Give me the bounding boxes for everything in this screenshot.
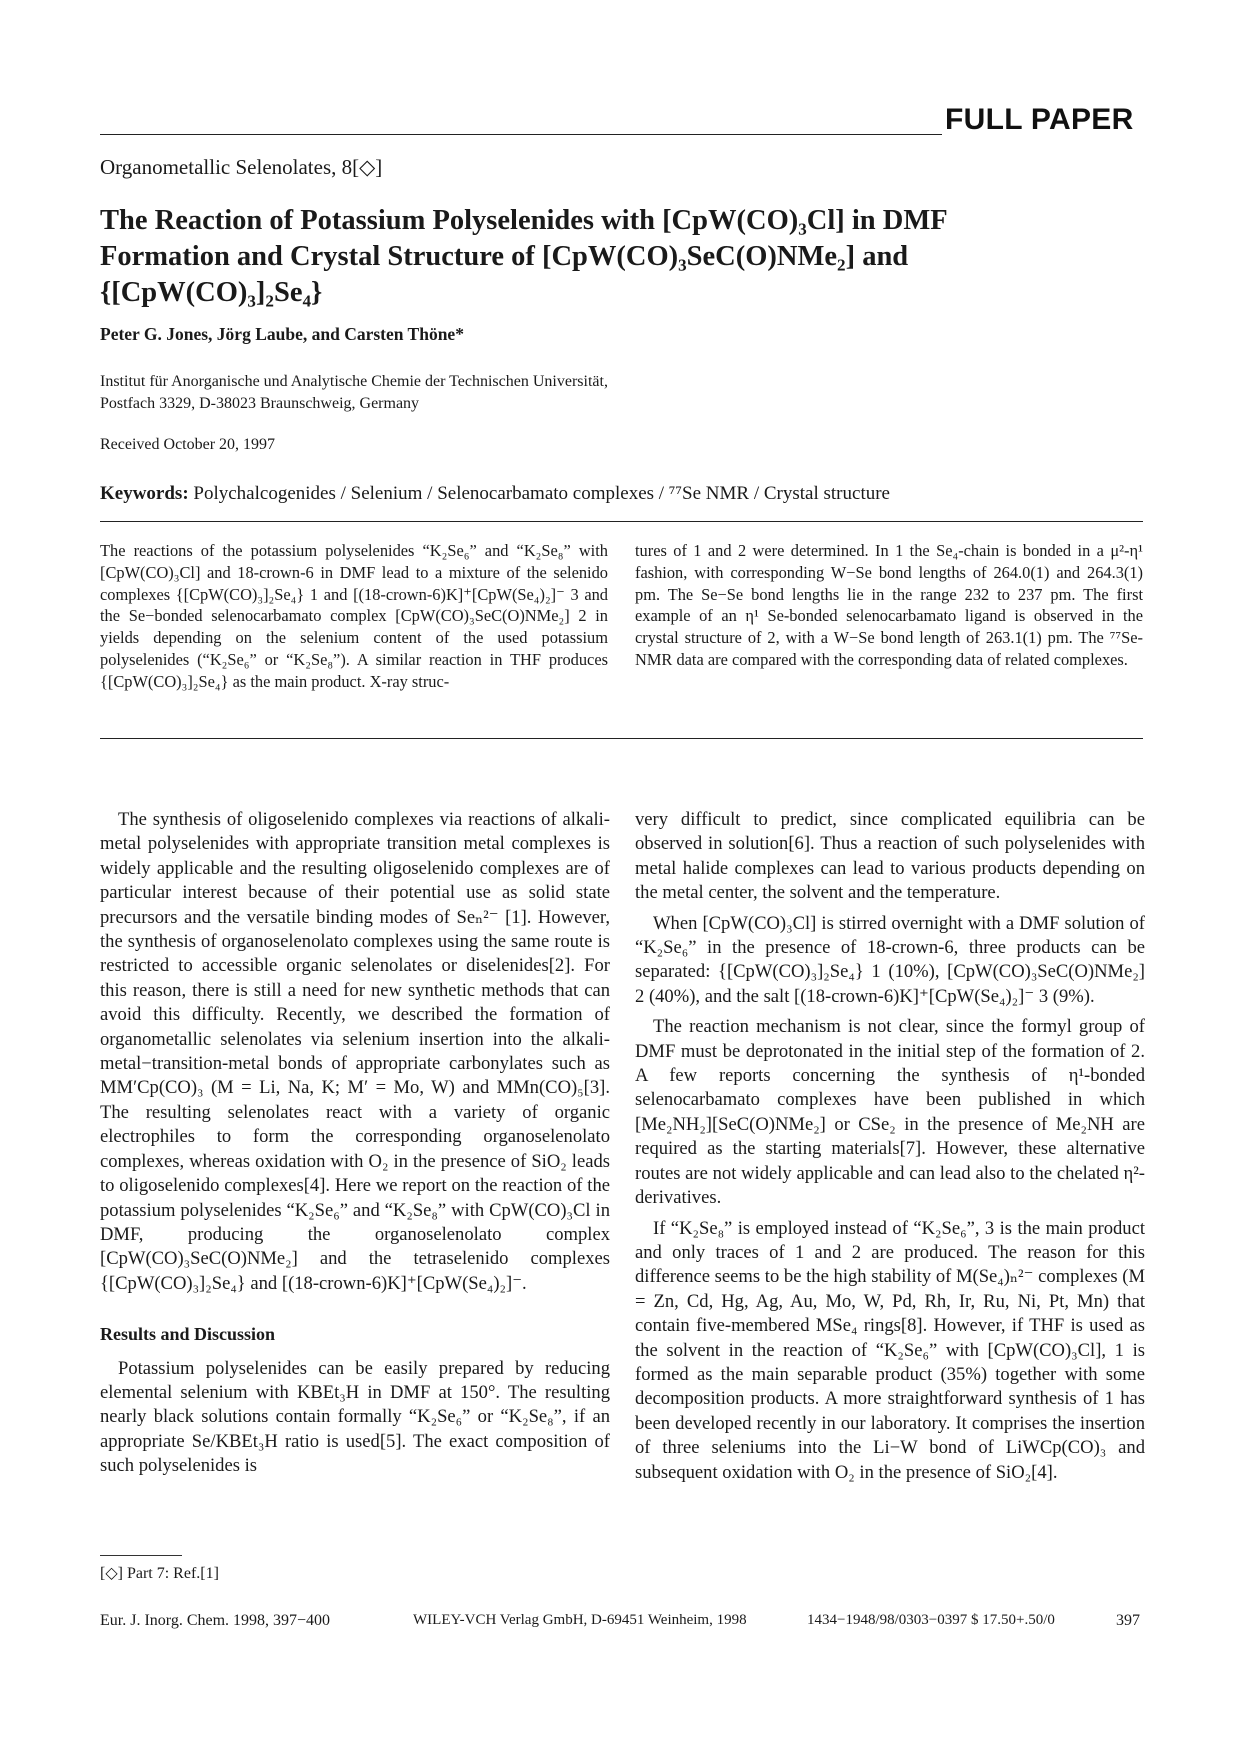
footnote-rule: [100, 1555, 182, 1556]
abstract-left-column: The reactions of the potassium polyselenides “K₂Se₆” and “K₂Se₈” with [CpW(CO)₃Cl] and 18-crown-6 in DMF lead to a mixture of the selenido complexes {[CpW(CO)₃]₂Se₄} 1 and [(18-crown-6)K]⁺[CpW(Se₄)₂]⁻ 3 and the Se−bonded selenocarbamato complex [CpW(CO)₃SeC(O)NMe₂] 2 in yields depending on the selenium content of the used potassium polyselenides (“K₂Se₆” or “K₂Se₈”). A similar reaction in THF produces {[CpW(CO)₃]₂Se₄} as the main product. X-ray struc-: [100, 541, 608, 691]
footer-code: 1434−1948/98/0303−0397 $ 17.50+.50/0: [807, 1612, 1055, 1628]
footnote: [◇] Part 7: Ref.[1]: [100, 1565, 219, 1582]
footer-journal: Eur. J. Inorg. Chem. 1998, 397−400: [100, 1612, 331, 1629]
abstract-top-rule: [100, 521, 1143, 522]
abstract-right-column: tures of 1 and 2 were determined. In 1 the Se₄-chain is bonded in a μ²-η¹ fashion, with corresponding W−Se bond lengths of 264.0(1) and 264.3(1) pm. The Se−Se bond lengths lie in the range 232 to 237 pm. The first example of an η¹ Se-bonded selenocarbamato ligand is observed in the crystal structure of 2, with a W−Se bond length of 263.1(1) pm. The ⁷⁷Se-NMR data are compared with the corresponding data of related complexes.: [635, 541, 1143, 669]
title-line: The Reaction of Potassium Polyselenides with [CpW(CO)₃Cl] in DMF: [100, 205, 948, 236]
header-rule: [100, 134, 942, 135]
keywords-label: Keywords:: [100, 483, 189, 504]
affiliation-line: Institut für Anorganische und Analytische Chemie der Technischen Universität,: [100, 373, 608, 390]
keywords: [100, 483, 890, 505]
paper-type-label: FULL PAPER: [945, 103, 1134, 136]
body-paragraph: The synthesis of oligoselenido complexes via reactions of alkali-metal polyselenides with appropriate transition metal complexes is widely applicable and the resulting oligoselenido complexes are of particular interest because of their potential use as solid state precursors and the versatile binding modes of Seₙ²⁻ [1]. However, the synthesis of organoselenolato complexes using the same route is restricted to accessible organic selenolates or diselenides[2]. For this reason, there is still a need for new synthetic methods that can avoid this difficulty. Recently, we described the formation of organometallic selenolates via selenium insertion into the alkali-metal−transition-metal bonds of appropriate carbonylates such as MM′Cp(CO)₃ (M = Li, Na, K; M′ = Mo, W) and MMn(CO)₅[3]. The resulting selenolates react with a variety of organic electrophiles to form the corresponding organoselenolato complexes, whereas oxidation with O₂ in the presence of SiO₂ leads to oligoselenido complexes[4]. Here we report on the reaction of the potassium polyselenides “K₂Se₆” and “K₂Se₈” with CpW(CO)₃Cl in DMF, producing the organoselenolato complex [CpW(CO)₃SeC(O)NMe₂] and the tetraselenido complexes {[CpW(CO)₃]₂Se₄} and [(18-crown-6)K]⁺[CpW(Se₄)₂]⁻.: [100, 809, 610, 1294]
page-number: 397: [1116, 1612, 1140, 1629]
title-line: Formation and Crystal Structure of [CpW(CO)₃SeC(O)NMe₂] and: [100, 241, 909, 272]
title-line: {[CpW(CO)₃]₂Se₄}: [100, 277, 323, 308]
body-paragraph: very difficult to predict, since complicated equilibria can be observed in solution[6]. Thus a reaction of such polyselenides with metal halide complexes can lead to various products depending on the metal center, the solvent and the temperature.: [635, 809, 1145, 904]
body-right-column: [635, 808, 1145, 1491]
received-date: Received October 20, 1997: [100, 436, 276, 453]
paper-title: [100, 203, 1140, 311]
series-line: Organometallic Selenolates, 8[◇]: [100, 155, 383, 179]
abstract-bottom-rule: [100, 738, 1143, 739]
body-paragraph: When [CpW(CO)₃Cl] is stirred overnight with a DMF solution of “K₂Se₆” in the presence of 18-crown-6, three products can be separated: {[CpW(CO)₃]₂Se₄} 1 (10%), [CpW(CO)₃SeC(O)NMe₂] 2 (40%), and the salt [(18-crown-6)K]⁺[CpW(Se₄)₂]⁻ 3 (9%).: [635, 912, 1145, 1007]
body-left-column: [100, 808, 610, 1485]
body-paragraph: Potassium polyselenides can be easily prepared by reducing elemental selenium with KBEt₃H in DMF at 150°. The resulting nearly black solutions contain formally “K₂Se₆” or “K₂Se₈”, if an appropriate Se/KBEt₃H ratio is used[5]. The exact composition of such polyselenides is: [100, 1357, 610, 1477]
keywords-text: Polychalcogenides / Selenium / Selenocarbamato complexes / ⁷⁷Se NMR / Crystal structure: [193, 483, 890, 504]
affiliation-line: Postfach 3329, D-38023 Braunschweig, Germany: [100, 395, 420, 412]
affiliation: [100, 371, 608, 415]
footer-publisher: WILEY-VCH Verlag GmbH, D-69451 Weinheim, 1998: [413, 1612, 747, 1628]
authors: Peter G. Jones, Jörg Laube, and Carsten Thöne*: [100, 324, 464, 344]
section-heading: Results and Discussion: [100, 1324, 276, 1345]
body-paragraph: The reaction mechanism is not clear, since the formyl group of DMF must be deprotonated in the initial step of the formation of 2. A few reports concerning the synthesis of η¹-bonded selenocarbamato complexes have been published in which [Me₂NH₂][SeC(O)NMe₂] or CSe₂ in the presence of Me₂NH are required as the starting materials[7]. However, these alternative routes are not widely applicable and can lead also to the chelated η²-derivatives.: [635, 1016, 1145, 1209]
body-paragraph: If “K₂Se₈” is employed instead of “K₂Se₆”, 3 is the main product and only traces of 1 and 2 are produced. The reason for this difference seems to be the high stability of M(Se₄)ₙ²⁻ complexes (M = Zn, Cd, Hg, Ag, Au, Mo, W, Pd, Rh, Ir, Ru, Ni, Pt, Mn) that contain five-membered MSe₄ rings[8]. However, if THF is used as the solvent in the reaction of “K₂Se₆” with [CpW(CO)₃Cl], 1 is formed as the main separable product (35%) together with some decomposition products. A more straightforward synthesis of 1 has been developed recently in our laboratory. It comprises the insertion of three seleniums into the Li−W bond of LiWCp(CO)₃ and subsequent oxidation with O₂ in the presence of SiO₂[4].: [635, 1217, 1145, 1483]
